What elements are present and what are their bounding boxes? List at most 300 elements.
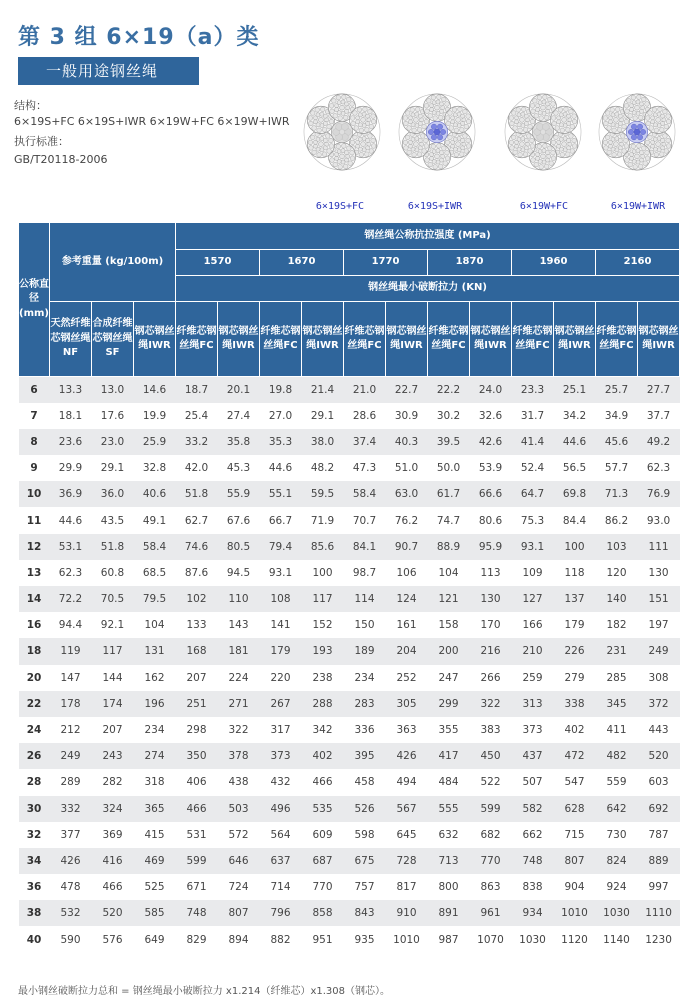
value-cell: 216 [470, 638, 512, 664]
table-row [19, 822, 680, 848]
value-cell: 80.6 [470, 507, 512, 533]
value-cell: 174 [92, 691, 134, 717]
value-cell: 204 [386, 638, 428, 664]
value-cell: 494 [386, 769, 428, 795]
grade-1960: 1960 [512, 250, 596, 276]
value-cell: 29.1 [92, 455, 134, 481]
value-cell: 632 [428, 822, 470, 848]
diameter-cell: 24 [19, 717, 50, 743]
value-cell: 787 [638, 822, 680, 848]
steel-core-col-header: 钢芯钢丝绳IWR [554, 302, 596, 377]
steel-core-col-header: 钢芯钢丝绳IWR [218, 302, 260, 377]
value-cell: 365 [134, 796, 176, 822]
value-cell: 120 [596, 560, 638, 586]
value-cell: 800 [428, 874, 470, 900]
value-cell: 181 [218, 638, 260, 664]
value-cell: 466 [176, 796, 218, 822]
value-cell: 207 [92, 717, 134, 743]
diameter-cell: 22 [19, 691, 50, 717]
value-cell: 671 [176, 874, 218, 900]
value-cell: 106 [386, 560, 428, 586]
value-cell: 42.6 [470, 429, 512, 455]
value-cell: 1140 [596, 926, 638, 952]
fiber-core-col-header: 纤维芯钢丝绳FC [176, 302, 218, 377]
value-cell: 49.2 [638, 429, 680, 455]
value-cell: 140 [596, 586, 638, 612]
value-cell: 31.7 [512, 403, 554, 429]
value-cell: 162 [134, 665, 176, 691]
value-cell: 37.4 [344, 429, 386, 455]
value-cell: 32.8 [134, 455, 176, 481]
value-cell: 84.4 [554, 507, 596, 533]
value-cell: 1070 [470, 926, 512, 952]
value-cell: 207 [176, 665, 218, 691]
value-cell: 564 [260, 822, 302, 848]
value-cell: 863 [470, 874, 512, 900]
value-cell: 124 [386, 586, 428, 612]
rope-cross-section-diagram-4 [598, 93, 676, 171]
value-cell: 858 [302, 900, 344, 926]
value-cell: 417 [428, 743, 470, 769]
value-cell: 796 [260, 900, 302, 926]
value-cell: 249 [50, 743, 92, 769]
value-cell: 283 [344, 691, 386, 717]
diameter-cell: 12 [19, 534, 50, 560]
value-cell: 757 [344, 874, 386, 900]
value-cell: 117 [92, 638, 134, 664]
breaking-force-header: 钢丝绳最小破断拉力 (KN) [176, 276, 680, 302]
value-cell: 372 [638, 691, 680, 717]
value-cell: 147 [50, 665, 92, 691]
value-cell: 637 [260, 848, 302, 874]
value-cell: 62.3 [638, 455, 680, 481]
value-cell: 646 [218, 848, 260, 874]
table-row [19, 377, 680, 403]
diameter-cell: 9 [19, 455, 50, 481]
value-cell: 466 [302, 769, 344, 795]
value-cell: 18.7 [176, 377, 218, 403]
value-cell: 332 [50, 796, 92, 822]
value-cell: 838 [512, 874, 554, 900]
diameter-cell: 36 [19, 874, 50, 900]
value-cell: 100 [302, 560, 344, 586]
value-cell: 40.3 [386, 429, 428, 455]
value-cell: 395 [344, 743, 386, 769]
value-cell: 21.4 [302, 377, 344, 403]
value-cell: 27.4 [218, 403, 260, 429]
value-cell: 25.7 [596, 377, 638, 403]
value-cell: 13.0 [92, 377, 134, 403]
value-cell: 94.5 [218, 560, 260, 586]
value-cell: 53.1 [50, 534, 92, 560]
table-row [19, 481, 680, 507]
fiber-core-col-header: 纤维芯钢丝绳FC [596, 302, 638, 377]
value-cell: 100 [554, 534, 596, 560]
value-cell: 210 [512, 638, 554, 664]
value-cell: 935 [344, 926, 386, 952]
value-cell: 478 [50, 874, 92, 900]
rope-cross-section-diagram-3 [504, 93, 582, 171]
table-row [19, 691, 680, 717]
value-cell: 1010 [554, 900, 596, 926]
table-row [19, 717, 680, 743]
value-cell: 41.4 [512, 429, 554, 455]
value-cell: 127 [512, 586, 554, 612]
value-cell: 496 [260, 796, 302, 822]
value-cell: 103 [596, 534, 638, 560]
value-cell: 34.2 [554, 403, 596, 429]
fiber-core-col-header: 纤维芯钢丝绳FC [260, 302, 302, 377]
footnote: 最小钢丝破断拉力总和 = 钢丝绳最小破断拉力 x1.214（纤维芯）x1.308（钢芯）。 [18, 986, 391, 997]
value-cell: 23.6 [50, 429, 92, 455]
value-cell: 305 [386, 691, 428, 717]
value-cell: 19.8 [260, 377, 302, 403]
value-cell: 34.9 [596, 403, 638, 429]
weight-col-header: 钢芯钢丝绳IWR [134, 302, 176, 377]
value-cell: 44.6 [260, 455, 302, 481]
value-cell: 675 [344, 848, 386, 874]
table-row [19, 429, 680, 455]
value-cell: 131 [134, 638, 176, 664]
value-cell: 373 [260, 743, 302, 769]
value-cell: 426 [386, 743, 428, 769]
value-cell: 71.9 [302, 507, 344, 533]
diagram-label-3: 6×19W+FC [519, 201, 569, 212]
value-cell: 38.0 [302, 429, 344, 455]
value-cell: 93.0 [638, 507, 680, 533]
value-cell: 649 [134, 926, 176, 952]
value-cell: 102 [176, 586, 218, 612]
value-cell: 13.3 [50, 377, 92, 403]
value-cell: 373 [512, 717, 554, 743]
value-cell: 197 [638, 612, 680, 638]
value-cell: 117 [302, 586, 344, 612]
value-cell: 692 [638, 796, 680, 822]
value-cell: 628 [554, 796, 596, 822]
weight-col-header: 合成纤维芯钢丝绳SF [92, 302, 134, 377]
value-cell: 113 [470, 560, 512, 586]
value-cell: 114 [344, 586, 386, 612]
value-cell: 472 [554, 743, 596, 769]
steel-core-col-header: 钢芯钢丝绳IWR [302, 302, 344, 377]
grade-2160: 2160 [596, 250, 680, 276]
value-cell: 987 [428, 926, 470, 952]
value-cell: 130 [638, 560, 680, 586]
value-cell: 748 [176, 900, 218, 926]
value-cell: 525 [134, 874, 176, 900]
value-cell: 322 [470, 691, 512, 717]
steel-core-col-header: 钢芯钢丝绳IWR [386, 302, 428, 377]
value-cell: 599 [470, 796, 512, 822]
value-cell: 338 [554, 691, 596, 717]
grade-1870: 1870 [428, 250, 512, 276]
value-cell: 350 [176, 743, 218, 769]
value-cell: 23.0 [92, 429, 134, 455]
value-cell: 503 [218, 796, 260, 822]
value-cell: 231 [596, 638, 638, 664]
value-cell: 1010 [386, 926, 428, 952]
value-cell: 324 [92, 796, 134, 822]
value-cell: 51.8 [92, 534, 134, 560]
value-cell: 469 [134, 848, 176, 874]
table-row [19, 900, 680, 926]
value-cell: 243 [92, 743, 134, 769]
table-row [19, 638, 680, 664]
value-cell: 18.1 [50, 403, 92, 429]
grade-1670: 1670 [260, 250, 344, 276]
standard-value: GB/T20118-2006 [14, 153, 108, 166]
value-cell: 336 [344, 717, 386, 743]
value-cell: 426 [50, 848, 92, 874]
value-cell: 150 [344, 612, 386, 638]
value-cell: 182 [596, 612, 638, 638]
value-cell: 17.6 [92, 403, 134, 429]
value-cell: 567 [386, 796, 428, 822]
value-cell: 271 [218, 691, 260, 717]
value-cell: 267 [260, 691, 302, 717]
value-cell: 383 [470, 717, 512, 743]
value-cell: 59.5 [302, 481, 344, 507]
table-row [19, 743, 680, 769]
value-cell: 289 [50, 769, 92, 795]
value-cell: 1030 [512, 926, 554, 952]
value-cell: 62.3 [50, 560, 92, 586]
value-cell: 42.0 [176, 455, 218, 481]
value-cell: 934 [512, 900, 554, 926]
value-cell: 322 [218, 717, 260, 743]
value-cell: 71.3 [596, 481, 638, 507]
value-cell: 466 [92, 874, 134, 900]
value-cell: 603 [638, 769, 680, 795]
value-cell: 60.8 [92, 560, 134, 586]
value-cell: 730 [596, 822, 638, 848]
value-cell: 130 [470, 586, 512, 612]
diagram-label-4: 6×19W+IWR [610, 201, 666, 212]
value-cell: 642 [596, 796, 638, 822]
value-cell: 748 [512, 848, 554, 874]
category-banner: 一般用途钢丝绳 [18, 57, 199, 85]
table-row [19, 848, 680, 874]
value-cell: 411 [596, 717, 638, 743]
diameter-cell: 40 [19, 926, 50, 952]
value-cell: 98.7 [344, 560, 386, 586]
value-cell: 90.7 [386, 534, 428, 560]
table-row [19, 507, 680, 533]
value-cell: 48.2 [302, 455, 344, 481]
fiber-core-col-header: 纤维芯钢丝绳FC [512, 302, 554, 377]
value-cell: 526 [344, 796, 386, 822]
value-cell: 88.9 [428, 534, 470, 560]
value-cell: 951 [302, 926, 344, 952]
value-cell: 249 [638, 638, 680, 664]
diameter-cell: 10 [19, 481, 50, 507]
value-cell: 894 [218, 926, 260, 952]
value-cell: 79.4 [260, 534, 302, 560]
value-cell: 55.1 [260, 481, 302, 507]
value-cell: 87.6 [176, 560, 218, 586]
value-cell: 28.6 [344, 403, 386, 429]
steel-core-col-header: 钢芯钢丝绳IWR [470, 302, 512, 377]
standard-label: 执行标准： [14, 135, 69, 148]
value-cell: 23.3 [512, 377, 554, 403]
value-cell: 531 [176, 822, 218, 848]
diameter-cell: 8 [19, 429, 50, 455]
fiber-core-col-header: 纤维芯钢丝绳FC [428, 302, 470, 377]
value-cell: 829 [176, 926, 218, 952]
value-cell: 458 [344, 769, 386, 795]
grade-1770: 1770 [344, 250, 428, 276]
value-cell: 67.6 [218, 507, 260, 533]
value-cell: 559 [596, 769, 638, 795]
table-row [19, 769, 680, 795]
value-cell: 25.1 [554, 377, 596, 403]
value-cell: 121 [428, 586, 470, 612]
table-row [19, 796, 680, 822]
value-cell: 535 [302, 796, 344, 822]
value-cell: 585 [134, 900, 176, 926]
value-cell: 152 [302, 612, 344, 638]
table-row [19, 874, 680, 900]
grade-1570: 1570 [176, 250, 260, 276]
weight-header: 参考重量 (kg/100m) [50, 223, 176, 302]
value-cell: 807 [218, 900, 260, 926]
value-cell: 109 [512, 560, 554, 586]
value-cell: 687 [302, 848, 344, 874]
diameter-cell: 30 [19, 796, 50, 822]
value-cell: 51.8 [176, 481, 218, 507]
value-cell: 247 [428, 665, 470, 691]
value-cell: 318 [134, 769, 176, 795]
value-cell: 234 [134, 717, 176, 743]
value-cell: 36.9 [50, 481, 92, 507]
value-cell: 45.3 [218, 455, 260, 481]
diagram-label-1: 6×19S+FC [315, 201, 365, 212]
value-cell: 179 [554, 612, 596, 638]
value-cell: 889 [638, 848, 680, 874]
value-cell: 196 [134, 691, 176, 717]
value-cell: 576 [92, 926, 134, 952]
value-cell: 599 [176, 848, 218, 874]
diameter-cell: 18 [19, 638, 50, 664]
diameter-cell: 28 [19, 769, 50, 795]
diameter-header: 公称直径(mm) [19, 223, 50, 377]
value-cell: 58.4 [344, 481, 386, 507]
value-cell: 70.5 [92, 586, 134, 612]
value-cell: 443 [638, 717, 680, 743]
value-cell: 52.4 [512, 455, 554, 481]
value-cell: 49.1 [134, 507, 176, 533]
value-cell: 437 [512, 743, 554, 769]
diameter-cell: 14 [19, 586, 50, 612]
specification-table [18, 222, 680, 953]
value-cell: 66.6 [470, 481, 512, 507]
value-cell: 25.4 [176, 403, 218, 429]
value-cell: 93.1 [260, 560, 302, 586]
value-cell: 40.6 [134, 481, 176, 507]
table-row [19, 665, 680, 691]
value-cell: 75.3 [512, 507, 554, 533]
value-cell: 520 [638, 743, 680, 769]
value-cell: 161 [386, 612, 428, 638]
value-cell: 21.0 [344, 377, 386, 403]
value-cell: 770 [470, 848, 512, 874]
rope-cross-section-diagram-1 [303, 93, 381, 171]
value-cell: 63.0 [386, 481, 428, 507]
value-cell: 79.5 [134, 586, 176, 612]
value-cell: 27.7 [638, 377, 680, 403]
value-cell: 299 [428, 691, 470, 717]
value-cell: 119 [50, 638, 92, 664]
value-cell: 342 [302, 717, 344, 743]
value-cell: 662 [512, 822, 554, 848]
value-cell: 64.7 [512, 481, 554, 507]
steel-core-col-header: 钢芯钢丝绳IWR [638, 302, 680, 377]
value-cell: 520 [92, 900, 134, 926]
table-row [19, 586, 680, 612]
value-cell: 158 [428, 612, 470, 638]
value-cell: 133 [176, 612, 218, 638]
value-cell: 57.7 [596, 455, 638, 481]
value-cell: 85.6 [302, 534, 344, 560]
value-cell: 33.2 [176, 429, 218, 455]
value-cell: 80.5 [218, 534, 260, 560]
diameter-cell: 7 [19, 403, 50, 429]
strength-header: 钢丝绳公称抗拉强度 (MPa) [176, 223, 680, 250]
value-cell: 22.2 [428, 377, 470, 403]
value-cell: 92.1 [92, 612, 134, 638]
value-cell: 193 [302, 638, 344, 664]
value-cell: 317 [260, 717, 302, 743]
value-cell: 51.0 [386, 455, 428, 481]
diameter-cell: 34 [19, 848, 50, 874]
value-cell: 251 [176, 691, 218, 717]
value-cell: 1030 [596, 900, 638, 926]
value-cell: 166 [512, 612, 554, 638]
value-cell: 882 [260, 926, 302, 952]
value-cell: 298 [176, 717, 218, 743]
value-cell: 68.5 [134, 560, 176, 586]
value-cell: 572 [218, 822, 260, 848]
value-cell: 27.0 [260, 403, 302, 429]
value-cell: 924 [596, 874, 638, 900]
value-cell: 76.2 [386, 507, 428, 533]
value-cell: 70.7 [344, 507, 386, 533]
value-cell: 288 [302, 691, 344, 717]
fiber-core-col-header: 纤维芯钢丝绳FC [344, 302, 386, 377]
diameter-cell: 11 [19, 507, 50, 533]
value-cell: 76.9 [638, 481, 680, 507]
value-cell: 50.0 [428, 455, 470, 481]
value-cell: 416 [92, 848, 134, 874]
value-cell: 645 [386, 822, 428, 848]
value-cell: 432 [260, 769, 302, 795]
value-cell: 56.5 [554, 455, 596, 481]
value-cell: 66.7 [260, 507, 302, 533]
value-cell: 22.7 [386, 377, 428, 403]
rope-cross-section-diagram-2 [398, 93, 476, 171]
value-cell: 189 [344, 638, 386, 664]
value-cell: 55.9 [218, 481, 260, 507]
value-cell: 44.6 [554, 429, 596, 455]
value-cell: 713 [428, 848, 470, 874]
value-cell: 1230 [638, 926, 680, 952]
value-cell: 20.1 [218, 377, 260, 403]
value-cell: 58.4 [134, 534, 176, 560]
value-cell: 438 [218, 769, 260, 795]
value-cell: 590 [50, 926, 92, 952]
value-cell: 94.4 [50, 612, 92, 638]
value-cell: 609 [302, 822, 344, 848]
